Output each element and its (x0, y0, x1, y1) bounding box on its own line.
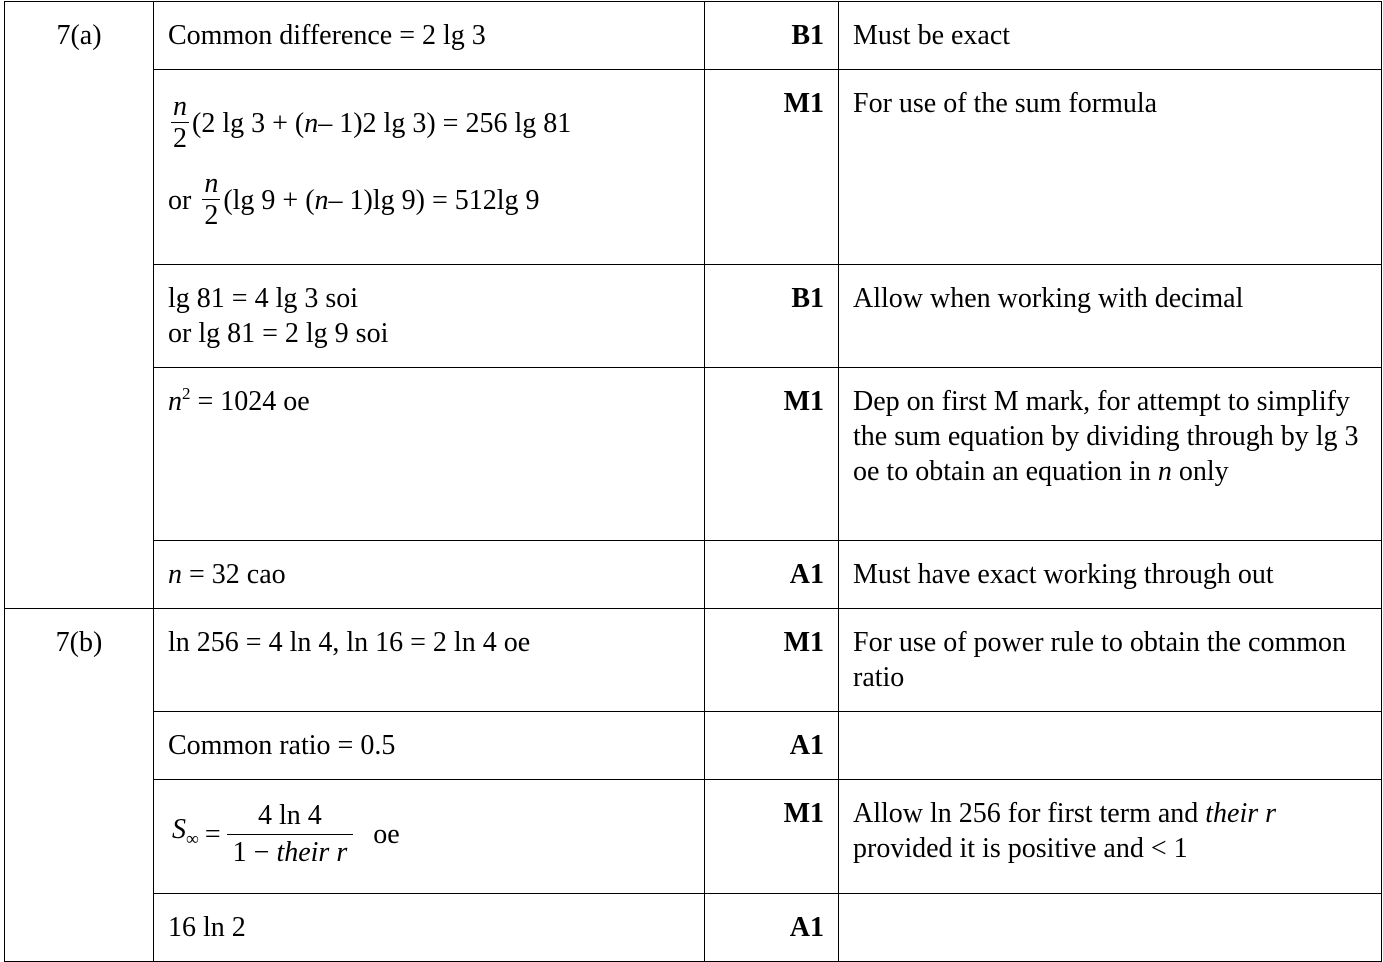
mark-cell: A1 (705, 894, 839, 962)
mark-cell: B1 (705, 265, 839, 368)
answer-cell: ln 256 = 4 ln 4, ln 16 = 2 ln 4 oe (154, 609, 705, 712)
guidance-cell: Must be exact (839, 2, 1382, 70)
table-row (5, 265, 1382, 368)
fraction-n-over-2: $\frac{n}{2}$ (204, 168, 219, 231)
sum-to-infinity-formula: $S_\infty$ = $\frac{4 \ln 4}{\text{1 − their r}}$ oe (168, 798, 690, 871)
question-label-7a: 7(a) (5, 2, 154, 609)
table-row (5, 609, 1382, 712)
mark-cell: B1 (705, 2, 839, 70)
fraction-n-over-2: $\frac{n}{2}$ (173, 91, 187, 154)
answer-cell: 16 ln 2 (154, 894, 705, 962)
answer-cell (154, 70, 705, 265)
guidance-cell: Allow ln 256 for first term and their r provided it is positive and < 1 (839, 780, 1382, 894)
mark-scheme-table (4, 1, 1382, 962)
table-row (5, 894, 1382, 962)
mark-cell: A1 (705, 541, 839, 609)
mark-cell: M1 (705, 780, 839, 894)
table-row (5, 541, 1382, 609)
guidance-cell (839, 712, 1382, 780)
table-row (5, 712, 1382, 780)
guidance-cell: Allow when working with decimal (839, 265, 1382, 368)
answer-cell: n = 32 cao (154, 541, 705, 609)
sum-formula-line-1: $\frac{n}{2}$ (2 lg 3 + ( n – 1)2 lg 3) = 256 lg 81 (173, 91, 572, 154)
mark-cell: M1 (705, 70, 839, 265)
answer-cell: Common ratio = 0.5 (154, 712, 705, 780)
table-row (5, 780, 1382, 894)
mark-scheme (4, 1, 1381, 961)
guidance-cell: For use of power rule to obtain the common ratio (839, 609, 1382, 712)
question-label-7b: 7(b) (5, 609, 154, 962)
table-row (5, 70, 1382, 265)
answer-cell: Common difference = 2 lg 3 (154, 2, 705, 70)
answer-cell (154, 780, 705, 894)
answer-cell: lg 81 = 4 lg 3 soi or lg 81 = 2 lg 9 soi (154, 265, 705, 368)
answer-cell: $n^2 = 1024$ oe (154, 368, 705, 541)
guidance-cell: Dep on first M mark, for attempt to simplify the sum equation by dividing through by lg 3 oe to obtain an equation in n only (839, 368, 1382, 541)
guidance-cell (839, 894, 1382, 962)
table-row (5, 2, 1382, 70)
guidance-cell: Must have exact working through out (839, 541, 1382, 609)
guidance-cell: For use of the sum formula (839, 70, 1382, 265)
mark-cell: M1 (705, 368, 839, 541)
table-row (5, 368, 1382, 541)
mark-cell: A1 (705, 712, 839, 780)
mark-cell: M1 (705, 609, 839, 712)
sum-formula-line-2: or $\frac{n}{2}$ (lg 9 + ( n – 1)lg 9) = 512lg 9 (168, 168, 540, 231)
fraction-sum-to-infinity: $\frac{4 \ln 4}{\text{1 − their r}}$ (227, 798, 354, 871)
